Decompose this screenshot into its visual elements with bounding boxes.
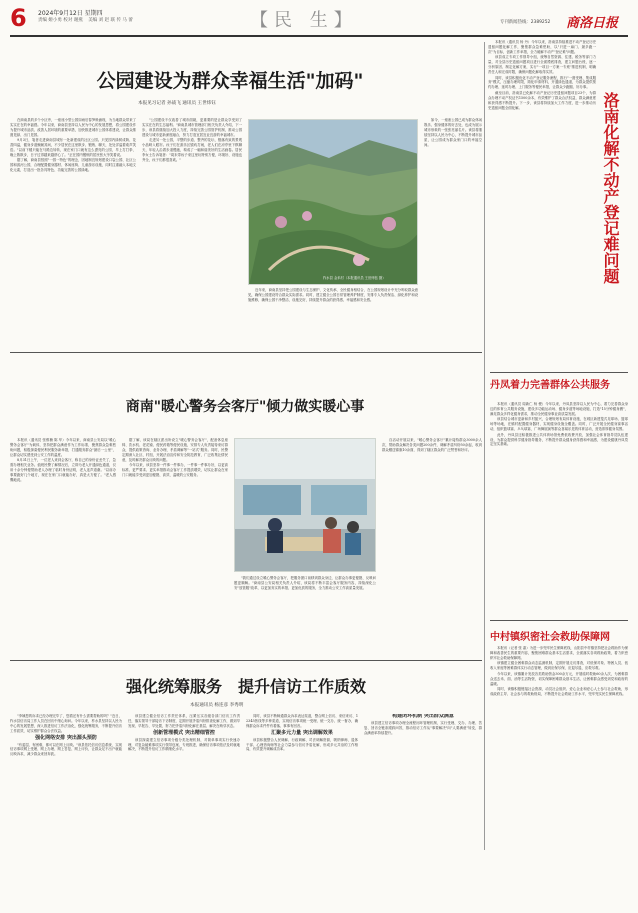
zhongcun-para: 今年以来，该镇累计发放各类救助资金300余万元，开展临时救助60余人次，为困难群众送去米、面、油等生活物资，切实保障困难群众基本生活，让困难群众感受到党和政府的温暖。: [490, 671, 628, 686]
article-luonan: [488, 40, 628, 368]
police-para: "我们通过设立暖心警务会客厅，把服务窗口前移到群众身边，让群众办事更便捷、反映问题更顺畅。"商南县公安局相关负责人介绍，该局将不断丰富会客厅服务内容，持续深化公安"放管服"改革，以更加务实的举措、更加优质的服务，全力推动公安工作高质量发展。: [234, 576, 376, 590]
headline-petition: 强化统筹服务 提升信访工作质效: [125, 677, 366, 696]
zhongcun-para: 本报讯（记者 张 嘉）为进一步兜牢民生保障底线，山阳县中村镇坚持把社会救助作为保障和改善民生的重要内容，聚焦困难群众基本生活需求，全面落实各项救助政策，着力织密织牢社会救助保障网。: [490, 646, 628, 660]
park-photo-caption: 柞水县 金米村（本报通讯员 王世炜钰 摄）: [323, 276, 386, 280]
police-para: 据了解，该局在辖区派出所设立"暖心警务会客厅"，配备休息座椅、饮水机、老花镜、便民药箱等便民设施，安排专人负责接待来访群众，提供政策咨询、业务办理、矛盾调解等"一站式"服务。同时，民警定期深入社区、村组，开展法治宣传和安全防范教育，广泛收集社情民意，及时解决群众反映的问题。: [122, 438, 228, 462]
editor-line: [38, 17, 133, 23]
petition-para: 该县建立健全信访工作责任体系，压紧压实各级各部门信访工作责任，落实领导干部接访下访制度，定期开展矛盾纠纷排查化解工作，做到早发现、早报告、早处置，努力把矛盾纠纷化解在基层、解决在萌芽状态。: [128, 714, 240, 728]
police-body-col2: [122, 438, 228, 656]
petition-para: "有委屈、有困难，都可以在网上反映。"该县依托信访信息系统，实现信访事项网上受理、网上办理、网上答复、网上评价，让群众足不出户就能反映诉求，减少群众来回奔波。: [10, 742, 122, 757]
police-body-col4: [382, 438, 482, 656]
petition-subhead: 创新管理模式 突出精细管控: [153, 729, 215, 736]
rule-h-lower: [10, 660, 482, 661]
headline-luonan: [600, 92, 626, 284]
section-bracket-left: 【: [250, 10, 274, 31]
headline-luonan-line: 登记难: [601, 204, 620, 252]
article-danfeng: [490, 376, 628, 616]
petition-subhead: 汇聚多元力量 突出调解效果: [271, 729, 333, 736]
header-rule: [10, 35, 628, 37]
park-photo-image: [249, 120, 418, 285]
rule-v-right: [484, 42, 485, 850]
headline-luonan-line: 问题: [601, 252, 620, 284]
police-para: 自活动开展以来，"暖心警务会客厅"累计接待群众3000余人次，帮助群众解决各类问题200余件，调解矛盾纠纷50余起，收到群众赠送锦旗10余面，得到了辖区群众的广泛赞誉和好评。: [382, 438, 482, 452]
luonan-para: 同时，该县积极优化不动产登记服务流程，推行"一窗受理、集成服务"模式，压缩办理时限，简化申请材料，开通绿色通道，为群众提供预约办理、延时办理、上门服务等便民举措，让群众少跑腿、好办事。: [488, 75, 596, 90]
police-photo-image: [235, 439, 376, 572]
headline-danfeng: 丹凤着力完善群体公共服务: [490, 380, 610, 391]
park-para: "公园建设不仅改善了城市面貌，更重要的是让群众享受到了实实在在的生态福利。"商南县城市管理部门相关负责人介绍，下一步，该县将继续加大投入力度，持续完善公园管护机制，推动公园建设与城市更新深度融合，努力打造宜居宜业宜游的幸福城市。: [142, 118, 242, 137]
park-photo: [248, 119, 418, 285]
park-body-col3: [248, 288, 418, 346]
article-zhongcun: [490, 624, 628, 910]
byline-petition: 本报通讯员 杨连彦 李秀明: [190, 703, 244, 708]
section-label: 民 生: [274, 10, 334, 31]
police-photo: [234, 438, 376, 572]
park-body-col2: [142, 118, 242, 288]
police-para: 今年以来，该县坚持一件事一件事办，一件事一件事办好，以更高标准、更严要求、更实举措推动会客厅工作提质增效，切实让群众在家门口就能享受到更加便捷、高效、温暖的公安服务。: [122, 463, 228, 477]
headline-luonan-line: 不动产: [601, 156, 620, 204]
police-para: 本报讯（通讯员 张维楠 陈 华）今年以来，商南县公安局以"暖心警务会客厅"为载体，坚持把群众满意作为工作标准，聚焦群众急难愁盼问题，积极探索便民利民服务新举措，打通服务群众"最后一公里"，让群众切实感受到公安工作的温度。: [10, 438, 116, 457]
danfeng-body: [490, 402, 628, 612]
petition-subhead: 强化网络安排 突出源头预防: [35, 734, 97, 741]
zhongcun-para: 该镇建立健全困难群众动态监测机制，定期开展走访排查，对低保对象、特困人员、低收入家庭等困难群体实行动态管理，做到应保尽保、应退尽退、应救尽救。: [490, 661, 628, 671]
luonan-para: 本报讯（通讯员 杨 丹）今年以来，洛南县持续推进不动产登记历史遗留问题化解工作，聚焦群众急难愁盼，以"只进一扇门、最多跑一次"为目标，创新工作举措，全力破解不动产"登记难"问题。: [488, 40, 596, 54]
news-hotline: 专刊新闻热线：2389252: [500, 20, 551, 25]
danfeng-para: 本报讯（通讯员 周新仁 杨 俊）今年以来，丹凤县坚持以人民为中心，着力完善群众身边的体育公共服务设施，建设多功能运动场、健身步道等场地设施，打造"15分钟健身圈"，满足群众多样化健身需求，推动全民健身事业高质量发展。: [490, 402, 628, 416]
petition-para: 该县建立信访事项办理全流程闭环管理机制，实行受理、交办、办理、答复、回访全链条跟踪问效，推动信访工作从"事要解决"向"人要满意"转变，群众满意率持续提升。: [364, 720, 482, 735]
park-body-col1: [10, 118, 136, 346]
petition-body-col1: [10, 714, 122, 910]
petition-body-col3: [246, 714, 358, 910]
luonan-para: 该县成立专项工作领导小组，统筹自然资源、住建、税务等部门力量，对全县历史遗留问题项目进行全面摸底排查，建立问题台账，逐一分析原因、制定化解方案，实行"一项目一方案一专班"推进机制，明确责任人和完成时限，确保问题化解取得实效。: [488, 55, 596, 75]
article-petition: [10, 664, 482, 910]
petition-body-col4: [364, 714, 482, 910]
police-para: 8月31日上午，一位老人来到会客厅，称自己的身份证丢失了，急需办理相关业务。值班民警了解情况后，立即为老人开通绿色通道，仅用十余分钟便帮助老人办理了临时身份证明，老人连声道谢。"以前办事要跑好几个地方，现在在家门口就能办好，真是太方便了。"老人感慨地说。: [10, 458, 116, 482]
rule-h-right-1: [490, 372, 628, 373]
park-para: 9月3日，笔者走进商南县城东一处新建成的社区公园。只见园内绿树成荫、花香四溢，健身步道蜿蜒其间，不少居民在这里散步、锻炼、聊天，处处洋溢着欢声笑语。"以前下楼只能在马路边转转，现在家门口就有这么漂亮的公园，早上打打拳、晚上散散步，日子过得越来越舒心了。"正在园内锻炼的居民张大爷笑着说。: [10, 138, 136, 157]
byline-park: 本报见习记者 孙战飞 通讯员 王世炜钰: [138, 101, 216, 106]
luonan-body: [488, 40, 596, 366]
petition-para: 同时，该县不断畅通群众诉求表达渠道，整合网上信访、来信来访、12345热线等多种渠道，实现信访事项统一受理、统一交办、统一督办，确保群众诉求件件有着落、事事有回音。: [246, 714, 358, 728]
rule-h-right-2: [490, 620, 628, 621]
petition-body-col2: [128, 714, 240, 910]
editor-line-2: 美编 刘 赵 联 传 马 蕾: [88, 18, 133, 23]
petition-para: 该县积极整合人民调解、行政调解、司法调解资源，吸纳律师、退休干部、心理咨询师等社会力量参与信访矛盾化解，形成多元共治的工作格局，有效提升调解成功率。: [246, 737, 358, 752]
petition-para: "李姨您的诉求已经办理完毕了，您看还有什么需要帮助的吗？"近日，柞水县信访局工作人员在回访中细心询问。今年以来，柞水县坚持以人民为中心的发展思想，深入推进信访工作法治化，强化统筹服务，不断提升信访工作质效，切实维护群众合法权益。: [10, 714, 122, 733]
paper-logo: 商洛日报: [566, 16, 619, 31]
police-body-col1: [10, 438, 116, 656]
headline-zhongcun: 中村镇织密社会救助保障网: [490, 632, 610, 643]
police-body-col3: [234, 576, 376, 656]
park-para: 据了解，商南县按照"一园一特色"的理念，因地制宜规划建设口袋公园、社区公园和滨河公园，合理配置健身器材、休闲座椅、儿童游乐设施，同时注重融入本地文化元素，打造出一批各具特色、功能完善的公园绿地。: [10, 158, 136, 173]
section-bracket-right: 】: [333, 10, 358, 31]
petition-subhead: 构建闭环机制 突出群众满意: [392, 714, 454, 719]
luonan-para: 截至目前，洛南县已化解不动产登记历史遗留问题项目23个，为群众办理不动产权证书1500余本，有效维护了群众合法权益，群众满意度和获得感不断提升。下一步，该县将持续加大工作力度，进一步推动历史遗留问题全面化解。: [488, 90, 596, 110]
petition-para: 该县探索建立信访事项分级分类处理机制，对简单事项实行快速办理，对复杂疑难事项实行领导包案、专班推进，确保信访事项依法及时就地解决，不断提升信访工作精细化水平。: [128, 737, 240, 752]
park-para: 走进另一处公园，平整的步道、整齐的花坛、错落有致的景观小品映入眼帘。孩子们在游乐区嬉戏打闹，老人们在凉亭里下棋聊天，年轻人沿着步道慢跑，构成了一幅和谐美好的生活画卷。居民李女士告诉笔者："周末带孩子来这里玩特别方便，环境好、设施也齐全，孩子们都很喜欢。": [142, 138, 242, 162]
zhongcun-body: [490, 646, 628, 908]
zhongcun-para: 同时，该镇积极链接社会资源，动员社会组织、爱心企业和爱心人士参与社会救助，形成政府主导、社会参与的救助格局，不断提升社会救助工作水平，兜牢兜实民生保障底线。: [490, 687, 628, 696]
section-name: [250, 6, 358, 32]
rule-h-mid: [10, 352, 482, 353]
page-number: 6: [10, 4, 27, 32]
headline-police: 商南"暖心警务会客厅"倾力做实暖心事: [125, 399, 365, 415]
park-body-col4: [424, 118, 482, 346]
issue-date: 2024年9月12日 星期四: [38, 10, 103, 17]
page-header: [0, 0, 638, 38]
headline-park: 公园建设为群众幸福生活"加码": [96, 70, 364, 92]
park-para: 如今，一座座公园已成为群众休闲娱乐、强身健体的好去处，也成为展示城市形象的一张张亮丽名片。该县将继续坚持以人民为中心，不断提升城市品质，让公园成为群众家门口的幸福空间。: [424, 118, 482, 147]
article-police: [10, 356, 482, 656]
headline-luonan-line: 洛南化解: [601, 92, 620, 156]
park-para: 近年来，商南县坚持把公园建设与生态保护、文化传承、全民健身相结合，在公园规划设计中充分听取群众意见，确保公园建设符合群众实际需求。同时，建立健全公园日常管理养护制度，安排专人负责保洁、绿化养护和设施维修，确保公园干净整洁、设施完好，持续提升群众的获得感、幸福感和安全感。: [248, 288, 418, 302]
danfeng-para: 此外，丹凤县还积极推进公共体育场馆免费低收费开放，加强社会体育指导员队伍建设，为群众提供科学健身指导服务，不断提升群众健身获得感和幸福感，为建设健康丹凤奠定坚实基础。: [490, 432, 628, 447]
park-para: 在商南县的多个小区旁，一座座小型公园如雨后春笋般涌现，为当地群众带来了实实在在的幸福感。今年以来，商南县坚持以人民为中心的发展思想，将公园建设作为提升城市品质、改善人居环境的重要举措，加快推进城市公园体系建设，让群众推窗见绿、出门见园。: [10, 118, 136, 137]
editor-line-1: 责编 姬小勇 校对 谢燕: [38, 18, 83, 23]
danfeng-para: 该县结合城市更新和乡村振兴，合理规划布局体育设施，在城区新建笼式足球场、篮球场等场地，在镇村配置健身器材，实现健身设施全覆盖。同时，广泛开展全民健身赛事活动，组织篮球赛、乒乓球赛、广场舞展演等群众喜闻乐见的体育活动，营造浓厚健身氛围。: [490, 417, 628, 432]
